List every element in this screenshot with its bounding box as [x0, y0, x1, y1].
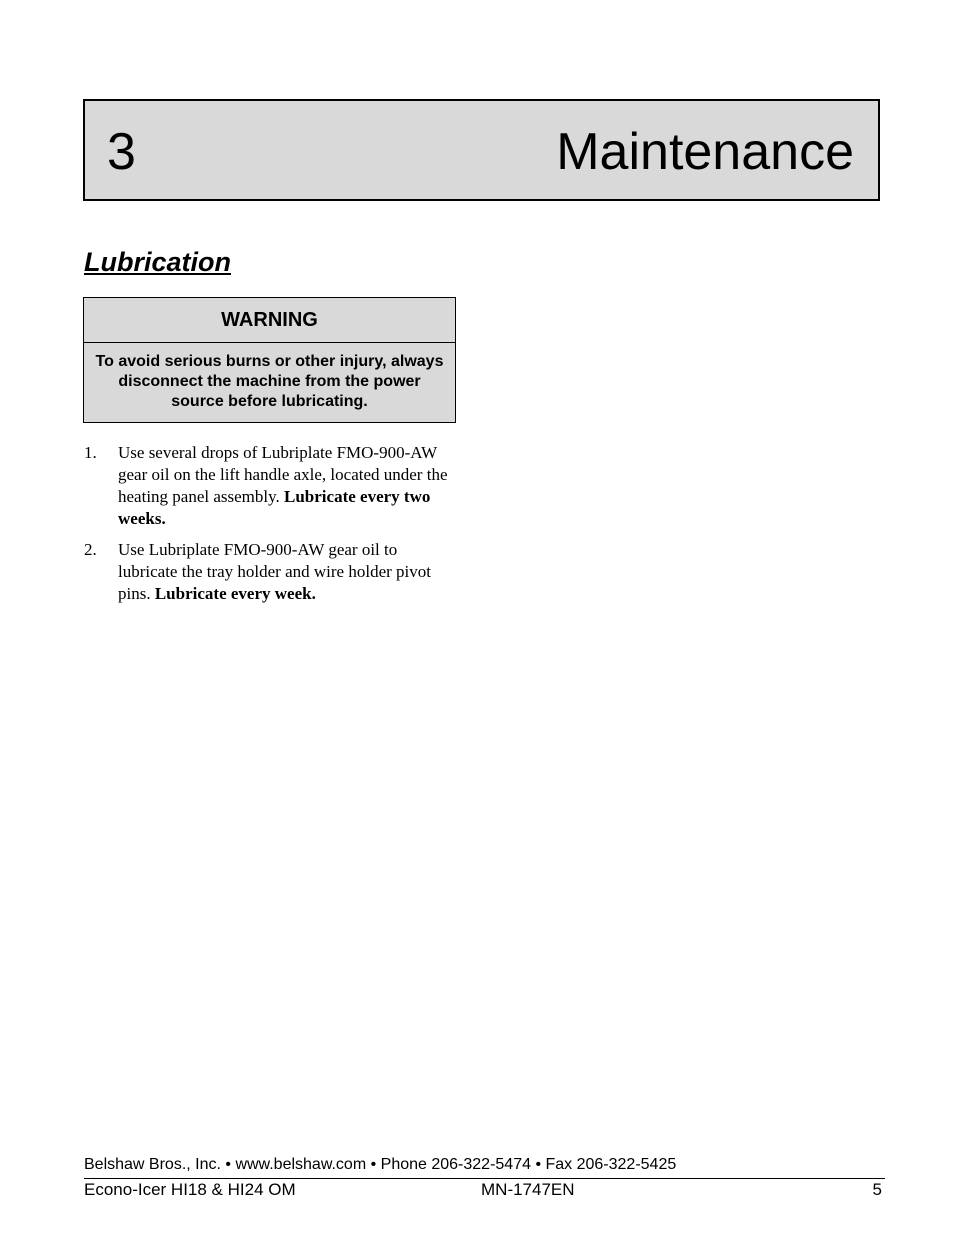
list-item: [84, 539, 454, 605]
chapter-header: [83, 99, 880, 201]
footer-manual-code: MN-1747EN: [481, 1180, 575, 1199]
list-item: [84, 442, 454, 530]
step-number: 2.: [84, 540, 97, 559]
step-text: Use several drops of Lubriplate FMO-900-AW gear oil on the lift handle axle, located under the heating panel assembly.: [118, 443, 448, 506]
step-emphasis: Lubricate every week.: [154, 584, 316, 603]
step-emphasis: Lubricate every two weeks.: [118, 487, 431, 528]
step-number: 1.: [84, 443, 97, 462]
footer-page-number: 5: [872, 1180, 882, 1199]
lubrication-steps: [84, 442, 454, 614]
warning-text: To avoid serious burns or other injury, always disconnect the machine from the power source before lubricating.: [95, 353, 444, 410]
footer-divider: [84, 1178, 885, 1179]
chapter-title: Maintenance: [556, 123, 854, 181]
step-text: Use Lubriplate FMO-900-AW gear oil to lubricate the tray holder and wire holder pivot pins.: [118, 540, 431, 603]
section-heading-lubrication: Lubrication: [84, 247, 231, 277]
footer-manual-title: Econo-Icer HI18 & HI24 OM: [84, 1180, 296, 1199]
warning-title: WARNING: [84, 298, 455, 343]
chapter-number: 3: [107, 123, 136, 181]
footer-contact: Belshaw Bros., Inc. • www.belshaw.com • Phone 206-322-5474 • Fax 206-322-5425: [84, 1156, 677, 1173]
warning-box: [83, 297, 456, 423]
